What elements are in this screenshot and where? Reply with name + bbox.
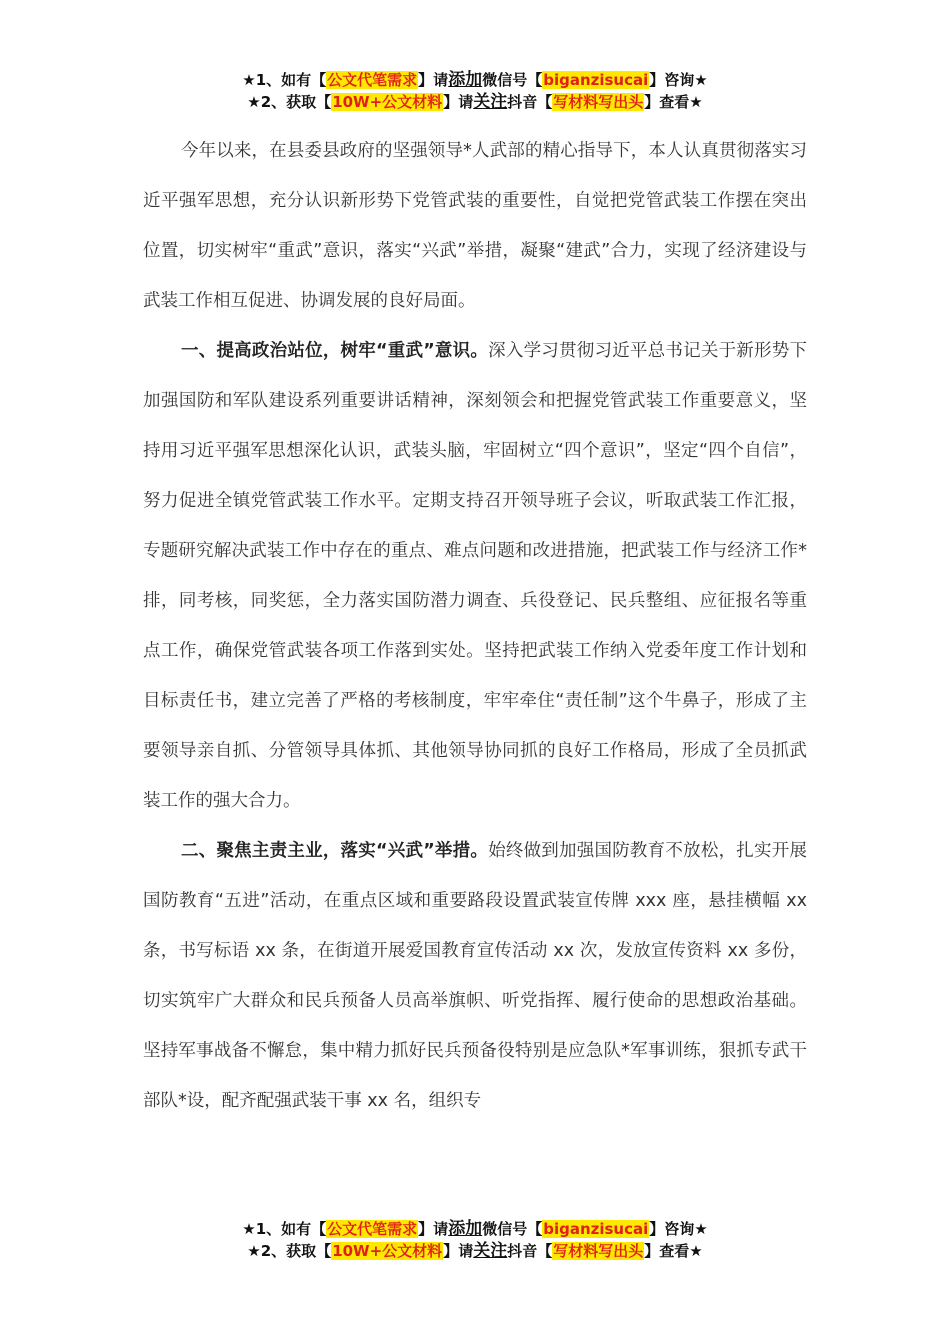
footer-highlight-materials: 10W+公文材料	[332, 1242, 443, 1260]
footer-line-2: ★2、获取【10W+公文材料】请关注抖音【写材料写出头】查看★	[247, 1241, 703, 1261]
footer-highlight-service: 公文代笔需求	[327, 1220, 418, 1238]
footer-line-1: ★1、如有【公文代笔需求】请添加微信号【biganzisucai】咨询★	[242, 1219, 708, 1239]
highlight-service: 公文代笔需求	[327, 71, 418, 89]
section-2-text: 始终做到加强国防教育不放松，扎实开展国防教育“五进”活动，在重点区域和重要路段设置武装宣传牌 xxx 座，悬挂横幅 xx 条，书写标语 xx 条，在街道开展爱国教育宣传活动 xx 次，发放宣传资料 xx 多份，切实筑牢广大群众和民兵预备人员高举旗帜、听党指挥、履行使命的思想政治基础。坚持军事战备不懈怠，集中精力抓好民兵预备役特别是应急队*军事训练，狠抓专武干部队*设，配齐配强武装干事 xx 名，组织专	[143, 841, 807, 1111]
banner-line-1: ★1、如有【公文代笔需求】请添加微信号【biganzisucai】咨询★	[242, 70, 708, 90]
highlight-wechat-id: biganzisucai	[543, 71, 649, 89]
header-banner	[0, 69, 950, 113]
section-1-text: 深入学习贯彻习近平总书记关于新形势下加强国防和军队建设系列重要讲话精神，深刻领会和把握党管武装工作重要意义，坚持用习近平强军思想深化认识，武装头脑，牢固树立“四个意识”，坚定“四个自信”，努力促进全镇党管武装工作水平。定期支持召开领导班子会议，听取武装工作汇报，专题研究解决武装工作中存在的重点、难点问题和改进措施，把武装工作与经济工作*排，同考核，同奖惩，全力落实国防潜力调查、兵役登记、民兵整组、应征报名等重点工作，确保党管武装各项工作落到实处。坚持把武装工作纳入党委年度工作计划和目标责任书，建立完善了严格的考核制度，牢牢牵住“责任制”这个牛鼻子，形成了主要领导亲自抓、分管领导具体抓、其他领导协同抓的良好工作格局，形成了全员抓武装工作的强大合力。	[143, 341, 807, 811]
document-body	[143, 126, 807, 1126]
footer-highlight-wechat-id: biganzisucai	[543, 1220, 649, 1238]
paragraph-section-1	[143, 326, 807, 826]
highlight-douyin: 写材料写出头	[553, 93, 644, 111]
paragraph-intro: 今年以来，在县委县政府的坚强领导*人武部的精心指导下，本人认真贯彻落实习近平强军思想，充分认识新形势下党管武装的重要性，自觉把党管武装工作摆在突出位置，切实树牢“重武”意识，落实“兴武”举措，凝聚“建武”合力，实现了经济建设与武装工作相互促进、协调发展的良好局面。	[143, 141, 807, 311]
footer-highlight-douyin: 写材料写出头	[553, 1242, 644, 1260]
highlight-materials: 10W+公文材料	[332, 93, 443, 111]
footer-banner	[0, 1218, 950, 1262]
section-2-heading: 二、聚焦主责主业，落实“兴武”举措。	[181, 841, 489, 861]
paragraph-section-2	[143, 826, 807, 1126]
section-1-heading: 一、提高政治站位，树牢“重武”意识。	[181, 341, 489, 361]
banner-line-2: ★2、获取【10W+公文材料】请关注抖音【写材料写出头】查看★	[247, 92, 703, 112]
